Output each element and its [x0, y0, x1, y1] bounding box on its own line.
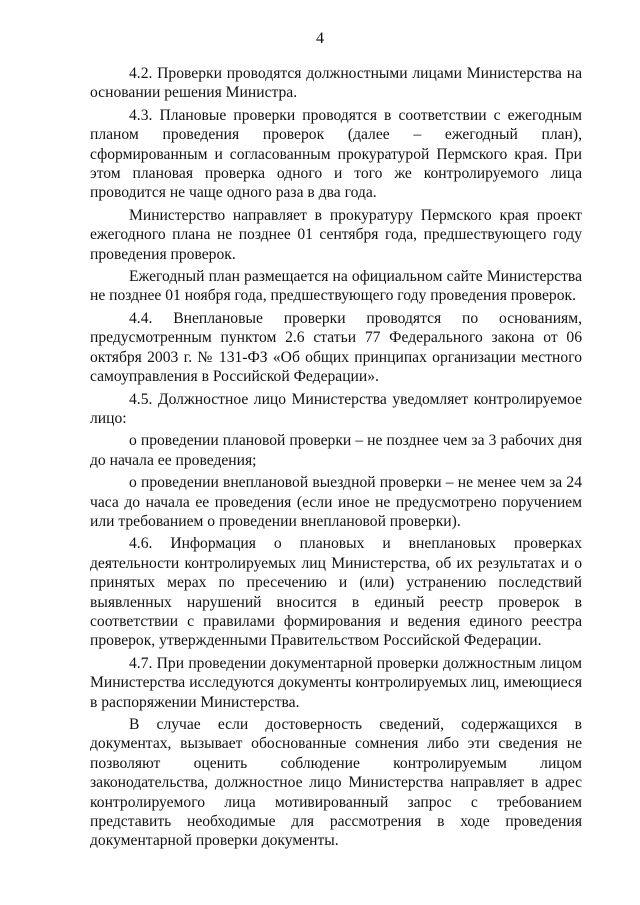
paragraph-unplanned-notice: о проведении внеплановой выездной проверки – не менее чем за 24 часа до начала ее проведения (если иное не предусмотрено поручением или требованием о проведении внеплановой проверки). — [90, 474, 582, 530]
paragraph-4-3: 4.3. Плановые проверки проводятся в соответствии с ежегодным планом проведения проверок (далее – ежегодный план), сформированным и согласованным прокуратурой Пермского края. При этом плановая проверка одного и того же контролируемого лица проводится не чаще одного раза в два года. — [90, 106, 582, 202]
paragraph-planned-notice: о проведении плановой проверки – не позднее чем за 3 рабочих дня до начала ее проведения; — [90, 432, 582, 469]
paragraph-4-6: 4.6. Информация о плановых и внеплановых проверках деятельности контролируемых лиц Министерства, об их результатах и о принятых мерах по пресечению и (или) устранению последствий выявленных нарушений вносится в единый реестр проверок в соответствии с правилами формирования и ведения единого реестра проверок, утвержденными Правительством Российской Федерации. — [90, 535, 582, 650]
paragraph-4-4: 4.4. Внеплановые проверки проводятся по основаниям, предусмотренным пунктом 2.6 статьи 77 Федерального закона от 06 октября 2003 г. № 131-ФЗ «Об общих принципах организации местного самоуправления в Российской Федерации». — [90, 309, 582, 386]
paragraph-4-2: 4.2. Проверки проводятся должностными лицами Министерства на основании решения Министра. — [90, 65, 582, 102]
paragraph-plan-submission: Министерство направляет в прокуратуру Пермского края проект ежегодного плана не позднее 01 сентября года, предшествующего году проведения проверок. — [90, 206, 582, 263]
document-body — [90, 64, 582, 851]
page-number: 4 — [316, 30, 324, 47]
paragraph-plan-publication: Ежегодный план размещается на официальном сайте Министерства не позднее 01 ноября года, предшествующего году проведения проверок. — [90, 268, 582, 305]
paragraph-4-7: 4.7. При проведении документарной проверки должностным лицом Министерства исследуются документы контролируемых лиц, имеющиеся в распоряжении Министерства. — [90, 654, 582, 711]
paragraph-4-5: 4.5. Должностное лицо Министерства уведомляет контролируемое лицо: — [90, 390, 582, 427]
paragraph-documentary-request: В случае если достоверность сведений, содержащихся в документах, вызывает обоснованные сомнения либо эти сведения не позволяют оценить соблюдение контролируемым лицом законодательства, должностное лицо Министерства направляет в адрес контролируемого лица мотивированный запрос с требованием представить необходимые для рассмотрения в ходе проведения документарной проверки документы. — [90, 716, 582, 850]
